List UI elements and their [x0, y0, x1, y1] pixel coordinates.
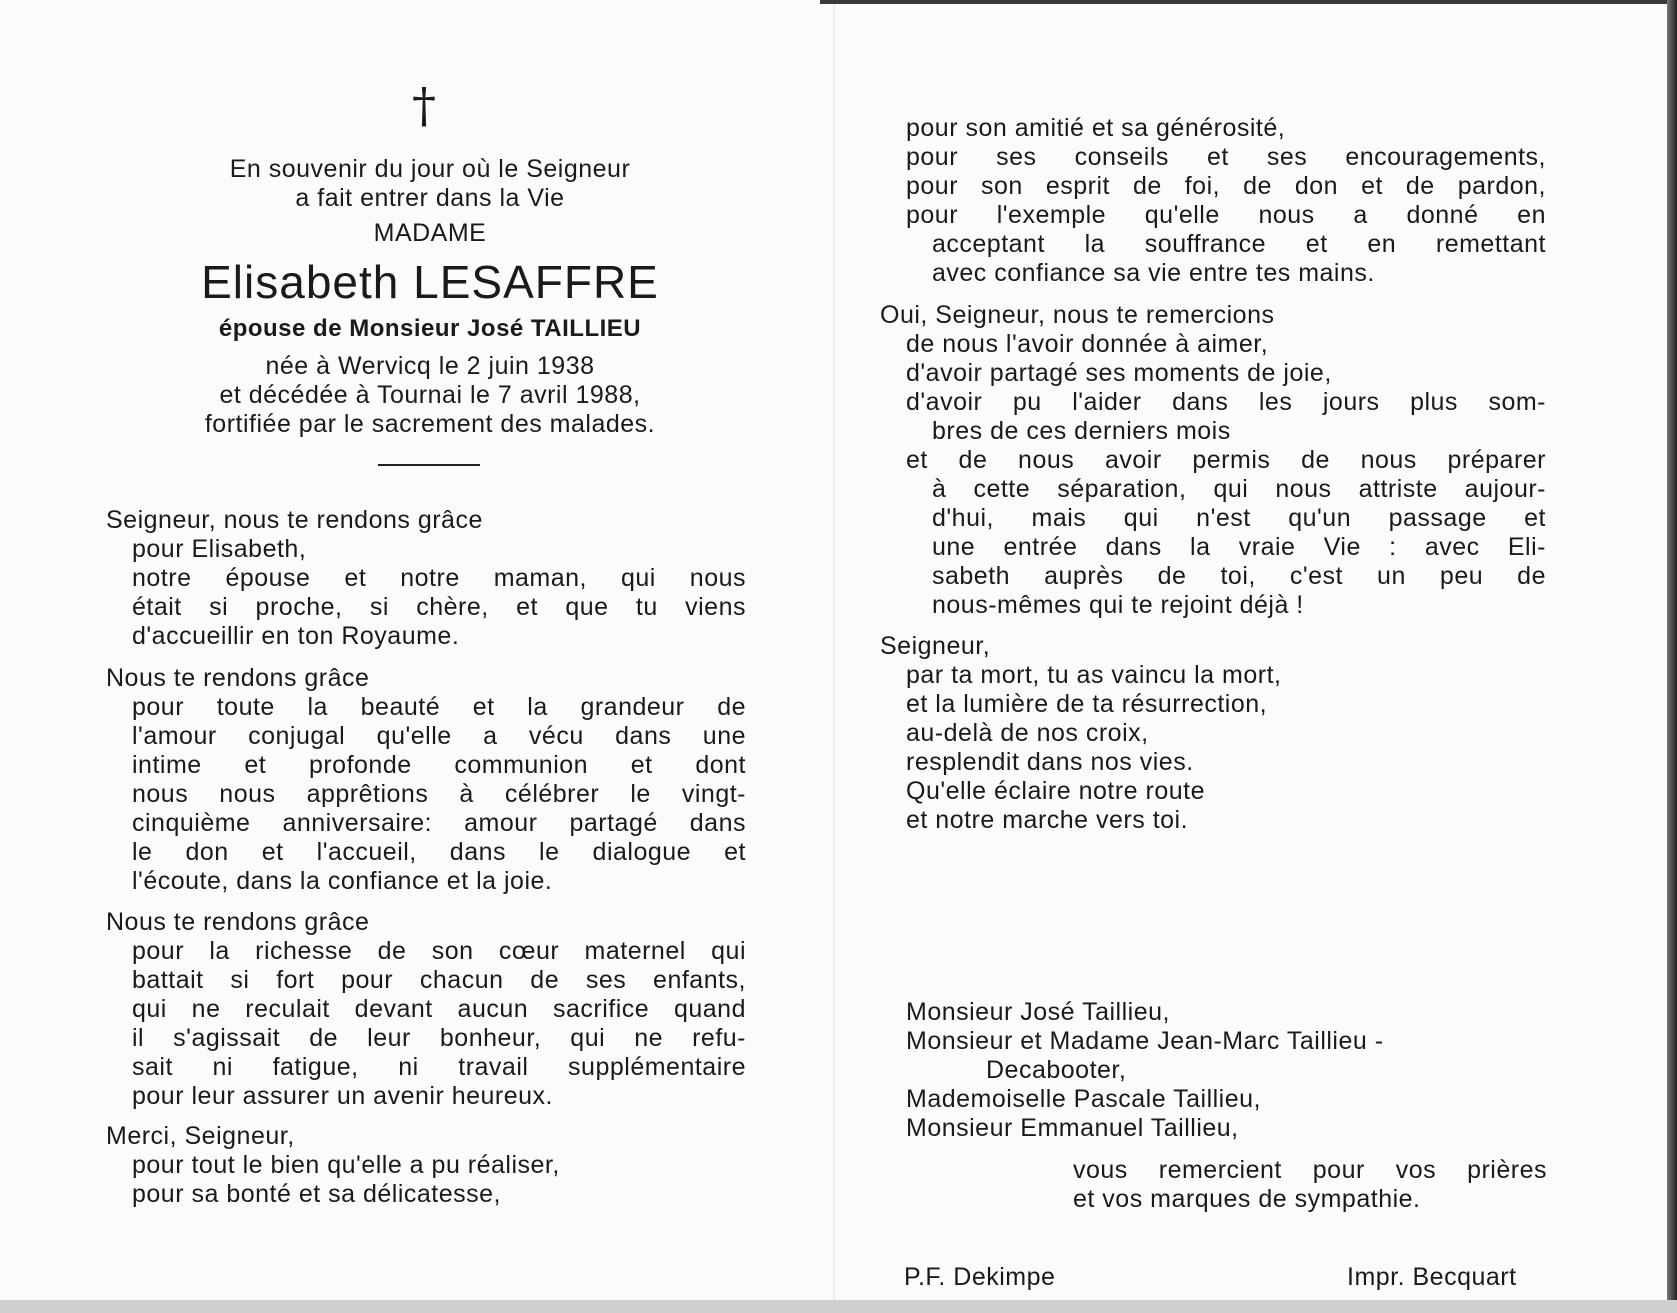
card-top-edge — [820, 0, 1670, 4]
sacrament-line: fortifiée par le sacrement des malades. — [204, 410, 656, 438]
text-line: à cette séparation, qui nous attriste aujour- — [932, 475, 1546, 503]
family-member: Monsieur et Madame Jean-Marc Taillieu - — [906, 1027, 1384, 1055]
family-list — [906, 998, 1506, 1143]
text-line: le don et l'accueil, dans le dialogue et — [132, 838, 746, 866]
text-line: d'avoir partagé ses moments de joie, — [906, 359, 1332, 387]
text-line: intime et profonde communion et dont — [132, 751, 746, 779]
text-line: pour sa bonté et sa délicatesse, — [132, 1180, 502, 1208]
scan-bottom-strip — [0, 1300, 1677, 1313]
intro-line-1: En souvenir du jour où le Seigneur — [229, 155, 631, 183]
text-line: qui ne reculait devant aucun sacrifice quand — [132, 995, 746, 1023]
family-member: Mademoiselle Pascale Taillieu, — [906, 1085, 1261, 1113]
text-line: par ta mort, tu as vaincu la mort, — [906, 661, 1282, 689]
card-right-edge — [1667, 0, 1677, 1313]
prayer-paragraph-1 — [106, 506, 746, 651]
text-line: pour la richesse de son cœur maternel qui — [132, 937, 746, 965]
undertaker-credit: P.F. Dekimpe — [904, 1263, 1056, 1291]
prayer-paragraph-2 — [106, 664, 746, 896]
birth-line: née à Wervicq le 2 juin 1938 — [265, 352, 595, 380]
text-line: et la lumière de ta résurrection, — [906, 690, 1268, 718]
text-line: et de nous avoir permis de nous préparer — [906, 446, 1546, 474]
family-member: Monsieur Emmanuel Taillieu, — [906, 1114, 1239, 1142]
family-member: Monsieur José Taillieu, — [906, 998, 1170, 1026]
prayer-paragraph-3 — [106, 908, 746, 1111]
text-line: Nous te rendons grâce — [106, 908, 370, 936]
text-line: Seigneur, nous te rendons grâce — [106, 506, 483, 534]
text-line: sait ni fatigue, ni travail supplémentaire — [132, 1053, 746, 1081]
text-line: Seigneur, — [880, 632, 991, 660]
text-line: et notre marche vers toi. — [906, 806, 1189, 834]
spouse-line: épouse de Monsieur José TAILLIEU — [218, 315, 642, 342]
text-line: pour son amitié et sa générosité, — [906, 114, 1286, 142]
text-line: avec confiance sa vie entre tes mains. — [932, 259, 1375, 287]
text-line: d'accueillir en ton Royaume. — [132, 622, 460, 650]
text-line: battait si fort pour chacun de ses enfants, — [132, 966, 746, 994]
text-line: de nous l'avoir donnée à aimer, — [906, 330, 1269, 358]
prayer-paragraph-4 — [106, 1122, 746, 1209]
printer-credit: Impr. Becquart — [1347, 1263, 1517, 1291]
card-fold — [833, 0, 835, 1300]
text-line: nous nous apprêtions à célébrer le vingt- — [132, 780, 746, 808]
thanks-note — [1073, 1156, 1547, 1214]
text-line: pour l'exemple qu'elle nous a donné en — [906, 201, 1546, 229]
text-line: pour son esprit de foi, de don et de pardon, — [906, 172, 1546, 200]
prayer-paragraph-6 — [880, 301, 1546, 620]
text-line: au-delà de nos croix, — [906, 719, 1149, 747]
text-line: bres de ces derniers mois — [932, 417, 1231, 445]
text-line: acceptant la souffrance et en remettant — [932, 230, 1546, 258]
honorific: MADAME — [373, 219, 487, 247]
text-line: Nous te rendons grâce — [106, 664, 370, 692]
text-line: pour toute la beauté et la grandeur de — [132, 693, 746, 721]
text-line: était si proche, si chère, et que tu viens — [132, 593, 746, 621]
text-line: pour tout le bien qu'elle a pu réaliser, — [132, 1151, 560, 1179]
text-line: Qu'elle éclaire notre route — [906, 777, 1205, 805]
intro-line-2: a fait entrer dans la Vie — [295, 184, 565, 212]
text-line: une entrée dans la vraie Vie : avec Eli- — [932, 533, 1546, 561]
text-line: il s'agissait de leur bonheur, qui ne refu- — [132, 1024, 746, 1052]
text-line: Oui, Seigneur, nous te remercions — [880, 301, 1275, 329]
cross-icon: † — [412, 78, 436, 134]
text-line: pour Elisabeth, — [132, 535, 307, 563]
family-member: Decabooter, — [986, 1056, 1127, 1084]
text-line: notre épouse et notre maman, qui nous — [132, 564, 746, 592]
text-line: Merci, Seigneur, — [106, 1122, 295, 1150]
text-line: et vos marques de sympathie. — [1073, 1185, 1421, 1213]
text-line: d'hui, mais qui n'est qu'un passage et — [932, 504, 1546, 532]
text-line: vous remercient pour vos prières — [1073, 1156, 1547, 1184]
divider — [378, 464, 480, 466]
text-line: pour leur assurer un avenir heureux. — [132, 1082, 554, 1110]
text-line: l'écoute, dans la confiance et la joie. — [132, 867, 553, 895]
prayer-paragraph-7 — [880, 632, 1546, 835]
text-line: resplendit dans nos vies. — [906, 748, 1194, 776]
text-line: cinquième anniversaire: amour partagé dans — [132, 809, 746, 837]
prayer-paragraph-5 — [906, 114, 1546, 288]
text-line: l'amour conjugal qu'elle a vécu dans une — [132, 722, 746, 750]
deceased-name: Elisabeth LESAFFRE — [201, 256, 659, 308]
text-line: nous-mêmes qui te rejoint déjà ! — [932, 591, 1304, 619]
text-line: d'avoir pu l'aider dans les jours plus som- — [906, 388, 1546, 416]
text-line: pour ses conseils et ses encouragements, — [906, 143, 1546, 171]
death-line: et décédée à Tournai le 7 avril 1988, — [219, 381, 641, 409]
text-line: sabeth auprès de toi, c'est un peu de — [932, 562, 1546, 590]
